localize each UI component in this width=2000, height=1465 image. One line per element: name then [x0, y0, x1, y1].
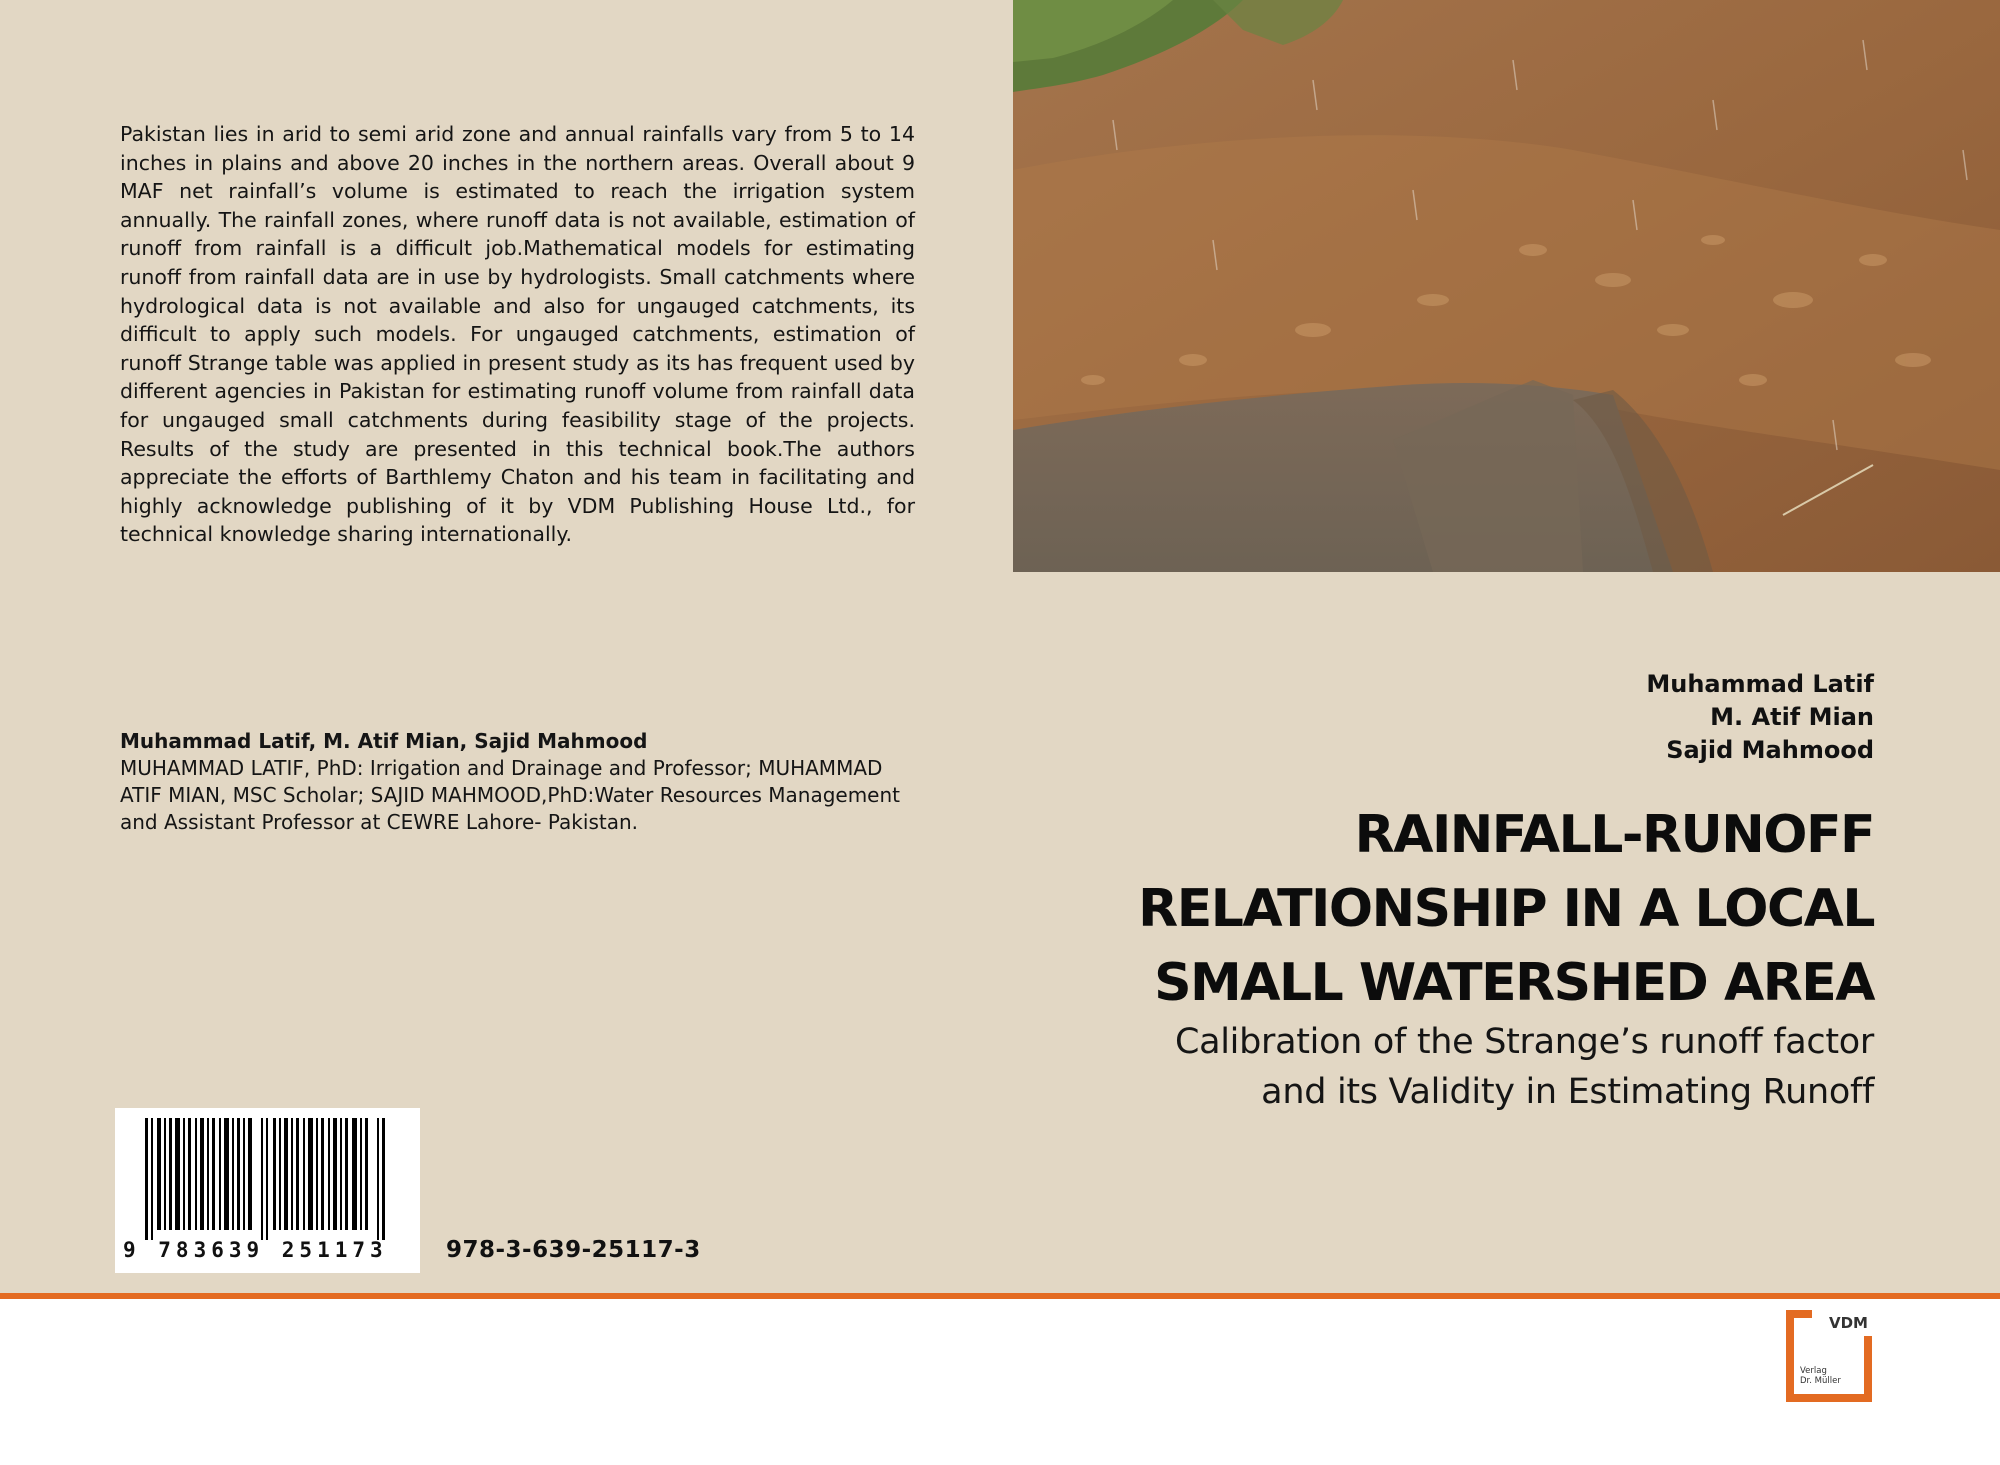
isbn-number: 978-3-639-25117-3 — [446, 1237, 701, 1263]
logo-line: Verlag — [1800, 1366, 1827, 1376]
rain-soil-image — [1013, 0, 2000, 572]
author-name: M. Atif Mian — [1710, 703, 1874, 731]
title-line: RELATIONSHIP IN A LOCAL — [1138, 879, 1874, 939]
title-line: RAINFALL-RUNOFF — [1354, 805, 1874, 865]
back-cover-blurb: Pakistan lies in arid to semi arid zone and annual rainfalls vary from 5 to 14 inches in plains and above 20 inches in the northern areas. Overall about 9 MAF net rainfall’s volume is estimated to reach the irrigation system annually. The rainfall zones, where runoff data is not available, estimation of runoff from rainfall is a difficult job.Mathematical models for estimating runoff from rainfall data are in use by hydrologists. Small catchments where hydrological data is not available and also for ungauged catchments, its difficult to apply such models. For ungauged catchments, estimation of runoff Strange table was applied in present study as its has frequent used by different agencies in Pakistan for estimating runoff volume from rainfall data for ungauged small catchments during feasibility stage of the projects. Results of the study are presented in this technical book.The authors appreciate the efforts of Barthlemy Chaton and his team in facilitating and highly acknowledge publishing of it by VDM Publishing House Ltd., for technical knowledge sharing internationally. — [120, 122, 915, 547]
author-name: Sajid Mahmood — [1666, 736, 1874, 764]
title-line: SMALL WATERSHED AREA — [1154, 953, 1874, 1013]
bio-author-names: Muhammad Latif, M. Atif Mian, Sajid Mahmood — [120, 729, 648, 753]
book-subtitle — [974, 1017, 1874, 1117]
bio-text: MUHAMMAD LATIF, PhD: Irrigation and Drainage and Professor; MUHAMMAD ATIF MIAN, MSC Scholar; SAJID MAHMOOD,PhD:Water Resources Management and Assistant Professor at CEWRE Lahore- Pakistan. — [120, 756, 900, 834]
cover-photo-rain-on-soil — [1013, 0, 2000, 572]
logo-line: Dr. Müller — [1800, 1376, 1841, 1386]
publisher-logo — [1782, 1306, 1876, 1406]
book-title — [974, 798, 1874, 1020]
subtitle-line: and its Validity in Estimating Runoff — [1261, 1072, 1874, 1112]
subtitle-line: Calibration of the Strange’s runoff factor — [1174, 1022, 1874, 1062]
logo-brand: VDM — [1829, 1314, 1868, 1332]
author-name: Muhammad Latif — [1646, 670, 1874, 698]
isbn-barcode — [115, 1108, 420, 1273]
author-bio — [120, 728, 920, 836]
barcode-digits: 9 783639 251173 — [123, 1238, 388, 1262]
logo-subtitle — [1800, 1366, 1841, 1386]
orange-divider-rule — [0, 1293, 2000, 1299]
front-cover-authors — [1646, 668, 1874, 767]
